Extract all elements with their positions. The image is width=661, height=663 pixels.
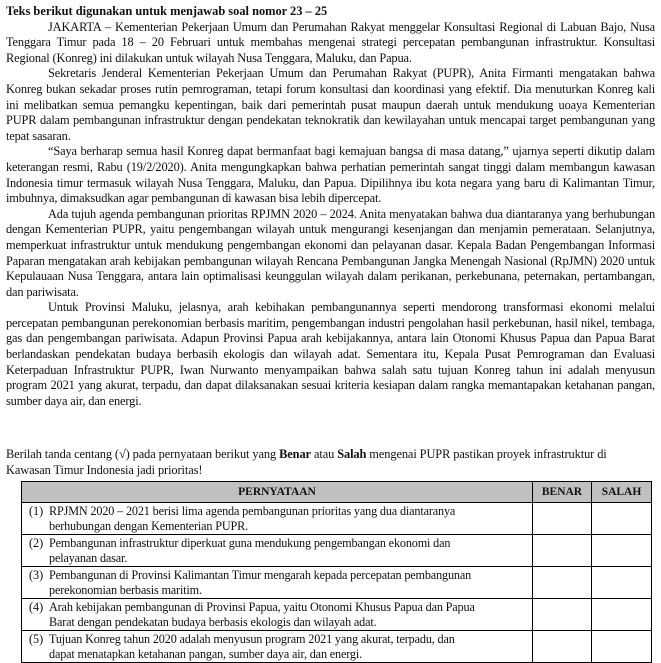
table-header-row — [22, 482, 652, 503]
salah-keyword: Salah — [337, 447, 367, 461]
statement-line-1: RPJMN 2020 – 2021 berisi lima agenda pembangunan prioritas yang dua diantaranya — [49, 504, 456, 518]
question-instruction — [6, 447, 651, 478]
paragraph-1: JAKARTA – Kementerian Pekerjaan Umum dan Perumahan Rakyat menggelar Konsultasi Regional di Labuan Bajo, Nusa Tenggara Timur pada 18 – 20 Februari untuk membahas mengenai strategi percepatan pembangunan infrastruktur. Konsultasi Regional (Konreg) ini dilakukan untuk wilayah Nusa Tenggara, Maluku, dan Papua. — [6, 19, 655, 65]
statement-line-1: Tujuan Konreg tahun 2020 adalah menyusun program 2021 yang akurat, terpadu, dan — [49, 632, 455, 646]
table-row — [22, 503, 652, 535]
header-benar: BENAR — [533, 482, 592, 503]
instruction-prefix: Berilah tanda centang (√) pada pernyataan berikut yang — [6, 447, 280, 461]
salah-checkbox-cell[interactable] — [592, 503, 652, 535]
salah-checkbox-cell[interactable] — [592, 631, 652, 663]
table-row — [22, 567, 652, 599]
salah-checkbox-cell[interactable] — [592, 599, 652, 631]
statement-line-2: pelayanan dasar. — [49, 550, 128, 565]
paragraph-4: Ada tujuh agenda pembangunan prioritas RPJMN 2020 – 2024. Anita menyatakan bahwa dua diantaranya yang berhubungan dengan Kementerian PUPR, yaitu pengembangan wilayah untuk mengurangi kesenjangan dan menjamin pemerataan. Selanjutnya, memperkuat infrastruktur untuk mendukung pengembangan ekonomi dan pelayanan dasar. Kepala Badan Pengembangan Informasi Paparan mengatakan arah kebijakan pembangunan wilayah Rencana Pembangunan Jangka Menengah Nasional (RpJMN) 2020 untuk Kepulauaan Nusa Tenggara, antara lain optimalisasi keunggulan wilayah dalam perikanan, perkebunana, peternakan, pertambangan, dan pariwisata. — [6, 206, 655, 299]
statement-table — [21, 481, 652, 663]
statement-line-2: berhubungan dengan Kementerian PUPR. — [49, 518, 249, 533]
reading-passage — [6, 4, 655, 409]
passage-heading: Teks berikut digunakan untuk menjawab soal nomor 23 – 25 — [6, 4, 328, 18]
statement-line-1: Pembangunan di Provinsi Kalimantan Timur mengarah kepada percepatan pembangunan — [49, 568, 472, 582]
statement-number: (3) — [29, 568, 44, 582]
statement-line-1: Arah kebijakan pembangunan di Provinsi Papua, yaitu Otonomi Khusus Papua dan Papua — [49, 600, 475, 614]
header-pernyataan: PERNYATAAN — [22, 482, 533, 503]
benar-checkbox-cell[interactable] — [533, 535, 592, 567]
statement-line-2: perekonomian berbasis maritim. — [49, 582, 202, 597]
table-row — [22, 599, 652, 631]
statement-number: (4) — [29, 600, 44, 614]
statement-line-2: dapat menatapkan ketahanan pangan, sumber daya air, dan energi. — [49, 646, 363, 661]
benar-checkbox-cell[interactable] — [533, 631, 592, 663]
table-row — [22, 535, 652, 567]
instruction-suffix: mengenai PUPR pastikan proyek infrastruktur di Kawasan Timur Indonesia jadi prioritas! — [6, 447, 607, 477]
statement-number: (5) — [29, 632, 44, 646]
statement-cell — [22, 535, 533, 567]
benar-keyword: Benar — [279, 447, 311, 461]
statement-cell — [22, 567, 533, 599]
paragraph-2: Sekretaris Jenderal Kementerian Pekerjaan Umum dan Perumahan Rakyat (PUPR), Anita Firmanti mengatakan bahwa Konreg bukan sekadar proses rutin pemrograman, tetapi forum konsultasi dan koordinasi yang efektif. Dia menuturkan Konreg kali ini melibatkan semua pemangku kepentingan, baik dari pemerintah pusat maupun daerah untuk mendukung uoaya Kementerian PUPR dalam pembangunan infrastruktur dengan pendekatan teknokratik dan kewilayahan untuk mencapai target pembangunan yang tepat sasaran. — [6, 66, 655, 143]
benar-checkbox-cell[interactable] — [533, 503, 592, 535]
header-salah: SALAH — [592, 482, 652, 503]
statement-line-2: Barat dengan pendekatan budaya berbasis ekologis dan wilayah adat. — [49, 614, 377, 629]
paragraph-5: Untuk Provinsi Maluku, jelasnya, arah kebihakan pembangunannya seperti mendorong transformasi ekonomi melalui percepatan pembangunan perekonomian berbasis maritim, pengembangan industri pengolahan hasil perkebunan, hasil nikel, tembaga, gas dan pengembangan pariwisata. Adapun Provinsi Papua arah kebijakannya, antara lain Otonomi Khusus Papua dan Papua Barat berlandaskan pendekatan budaya berbasih ekologis dan wilayah adat. Sementara itu, Kepala Pusat Pemrograman dan Evaluasi Keterpaduan Infrastruktur PUPR, Iwan Nurwanto menyampaikan bahwa salah satu tujuan Konreg tahun ini adalah menyusun program 2021 yang akurat, terpadu, dan dapat dilaksanakan sesuai kriteria kesiapan dalam rangka memantapakan ketahanan pangan, sumber daya air, dan energi. — [6, 300, 655, 408]
instruction-middle: atau — [310, 447, 338, 461]
statement-number: (2) — [29, 536, 44, 550]
statement-cell — [22, 599, 533, 631]
paragraph-3: “Saya berharap semua hasil Konreg dapat bermanfaat bagi kemajuan bangsa di masa datang,” ujarnya seperti dikutip dalam keterangan resmi, Rabu (19/2/2020). Anita mengungkapkan bahwa perhatian pemerintah sangat tinggi dalam membangun kawasan Indonesia timur termasuk wilayah Nusa Tenggara, Maluku, dan Papua. Dipilihnya ibu kota negara yang baru di Kalimantan Timur, imbuhnya, dimaksudkan agar pembangunan di kawasan bisa lebih dipercepat. — [6, 144, 655, 206]
salah-checkbox-cell[interactable] — [592, 535, 652, 567]
statement-line-1: Pembangunan infrastruktur diperkuat guna mendukung pengembangan ekonomi dan — [49, 536, 451, 550]
benar-checkbox-cell[interactable] — [533, 567, 592, 599]
benar-checkbox-cell[interactable] — [533, 599, 592, 631]
statement-cell — [22, 503, 533, 535]
statement-cell — [22, 631, 533, 663]
statement-number: (1) — [29, 504, 44, 518]
salah-checkbox-cell[interactable] — [592, 567, 652, 599]
table-row — [22, 631, 652, 663]
